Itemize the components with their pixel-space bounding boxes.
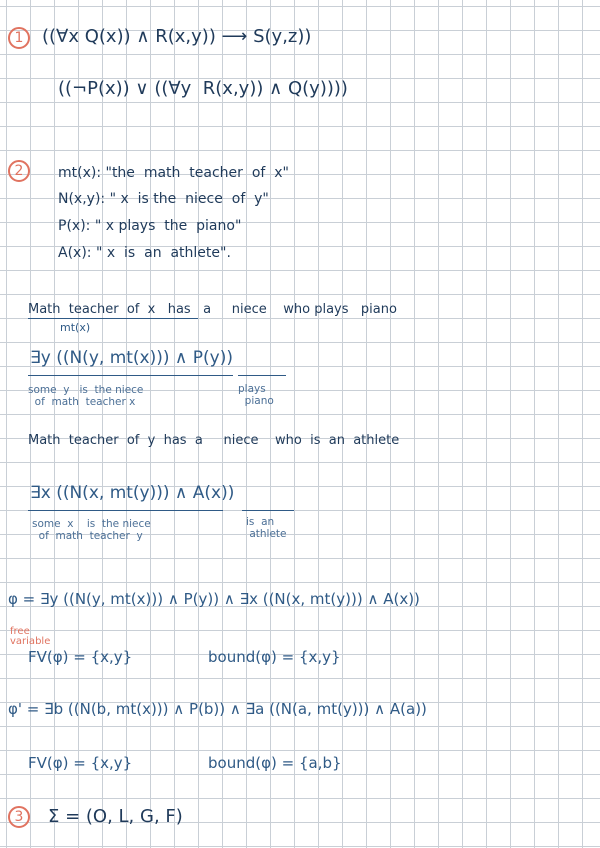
formula-ax-underline [242,510,294,511]
formula-exists-x-underline [28,510,223,511]
formula-1-line-2: ((¬P(x)) ∨ ((∀y R(x,y)) ∧ Q(y)))) [58,78,348,99]
phi-prime-formula: φ' = ∃b ((N(b, mt(x))) ∧ P(b)) ∧ ∃a ((N(a, mt(y))) ∧ A(a)) [8,700,427,718]
section-number-2-text: 2 [14,163,24,179]
phi-formula: φ = ∃y ((N(y, mt(x))) ∧ P(y)) ∧ ∃x ((N(x, mt(y))) ∧ A(x)) [8,590,420,608]
free-variables-1: FV(φ) = {x,y} [28,648,133,666]
sentence-1: Math teacher of x has a niece who plays piano [28,302,397,317]
sentence-1-underline [28,318,198,319]
note-plays-piano: plays piano [238,383,274,408]
formula-exists-y: ∃y ((N(y, mt(x))) ∧ P(y)) [30,348,233,368]
free-variable-label: free variable [10,626,51,647]
note-is-athlete: is an athlete [246,516,287,541]
section-number-3-text: 3 [14,809,24,825]
definition-mt: mt(x): "the math teacher of x" [58,165,289,181]
sigma-definition: Σ = (O, L, G, F) [48,806,183,827]
section-number-1 [8,27,30,49]
section-number-2 [8,160,30,182]
formula-1-line-1: ((∀x Q(x)) ∧ R(x,y)) ⟶ S(y,z)) [42,26,312,47]
formula-exists-x: ∃x ((N(x, mt(y))) ∧ A(x)) [30,483,235,503]
bound-variables-2: bound(φ) = {a,b} [208,754,342,772]
sentence-2: Math teacher of y has a niece who is an athlete [28,433,400,448]
definition-niece: N(x,y): " x is the niece of y" [58,191,269,207]
section-number-1-text: 1 [14,30,24,46]
free-variables-2: FV(φ) = {x,y} [28,754,133,772]
sentence-1-sub: mt(x) [60,321,91,334]
formula-py-underline [238,375,286,376]
section-number-3 [8,806,30,828]
bound-variables-1: bound(φ) = {x,y} [208,648,341,666]
note-some-y: some y is the niece of math teacher x [28,384,144,409]
definition-athlete: A(x): " x is an athlete". [58,245,231,261]
formula-exists-y-underline [28,375,233,376]
note-some-x: some x is the niece of math teacher y [32,518,151,543]
definition-piano: P(x): " x plays the piano" [58,218,242,234]
